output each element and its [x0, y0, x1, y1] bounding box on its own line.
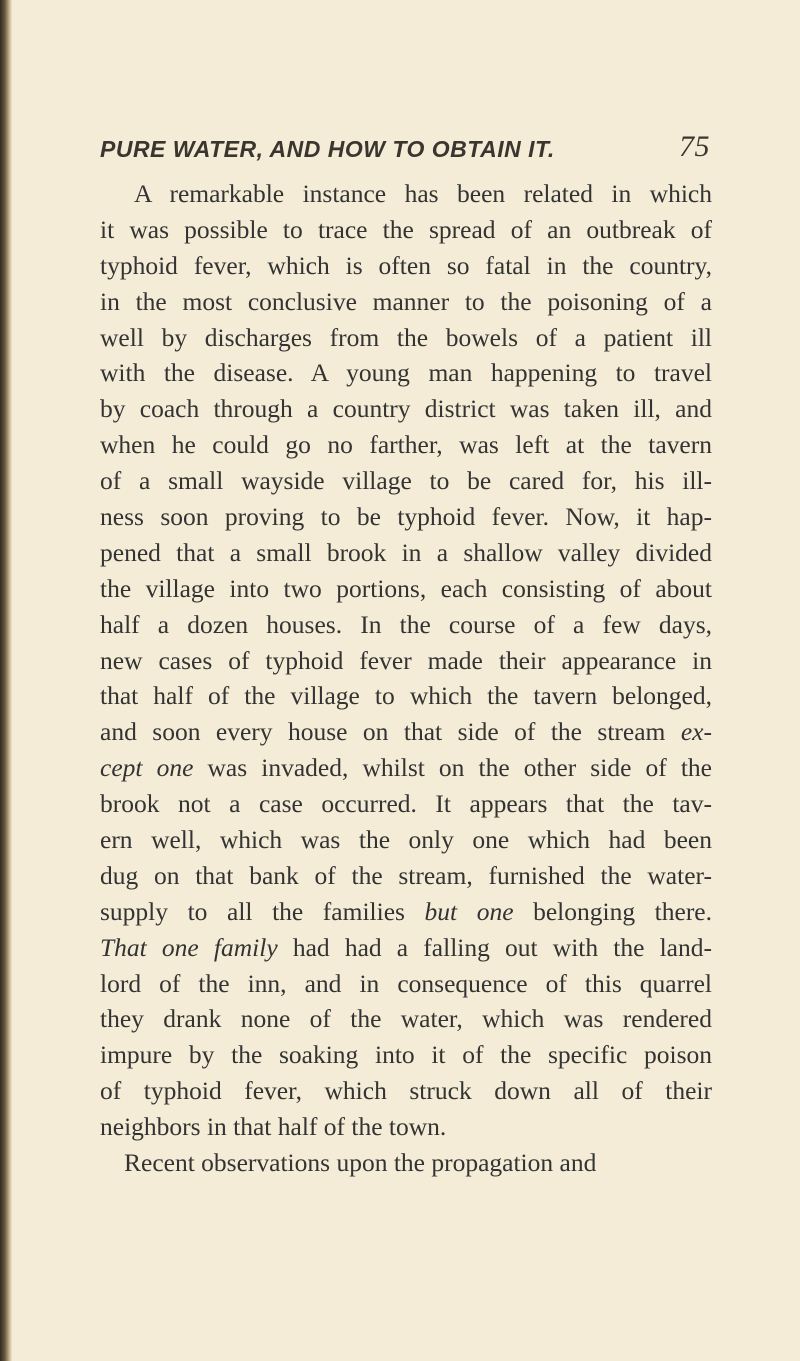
text-segment: half a dozen houses. In the course of a few days,	[100, 609, 712, 639]
text-line	[100, 1001, 712, 1037]
text-line	[100, 822, 712, 858]
running-header	[100, 130, 710, 174]
text-line	[100, 750, 712, 786]
text-segment: the village into two portions, each consisting of about	[100, 573, 712, 603]
text-segment: lord of the inn, and in consequence of this quarrel	[100, 968, 712, 998]
text-line	[100, 678, 712, 714]
text-segment: brook not a case occurred. It appears that the tav-	[100, 789, 712, 819]
text-line	[100, 1145, 712, 1181]
text-line	[100, 643, 712, 679]
text-segment: ern well, which was the only one which had been	[100, 825, 712, 855]
text-segment: typhoid fever, which is often so fatal in the country,	[100, 250, 712, 280]
text-segment: belonging there.	[513, 896, 713, 926]
italic-text: ex-	[680, 717, 712, 747]
italic-text: but one	[424, 896, 514, 926]
page-number: 75	[679, 130, 710, 163]
text-segment: by coach through a country district was taken ill, and	[100, 394, 712, 424]
text-line	[100, 894, 712, 930]
text-line	[100, 499, 712, 535]
text-segment: with the disease. A young man happening to travel	[100, 358, 712, 388]
text-segment: dug on that bank of the stream, furnished the water-	[100, 860, 712, 890]
italic-text: That one family	[100, 932, 278, 962]
text-segment: when he could go no farther, was left at the tavern	[100, 430, 712, 460]
text-line	[100, 355, 712, 391]
text-line	[100, 176, 712, 212]
text-line	[100, 966, 712, 1002]
text-segment: A remarkable instance has been related in which	[134, 179, 712, 208]
italic-text: cept one	[100, 753, 194, 783]
text-line	[100, 535, 712, 571]
text-line	[100, 786, 712, 822]
text-segment: impure by the soaking into it of the specific poison	[100, 1040, 712, 1070]
text-line	[100, 284, 712, 320]
text-segment: new cases of typhoid fever made their appearance in	[100, 645, 712, 675]
body-text	[100, 176, 712, 1181]
text-segment: and soon every house on that side of the stream	[100, 717, 681, 747]
running-head-title: PURE WATER, AND HOW TO OBTAIN IT.	[100, 136, 555, 162]
book-spine-shadow	[0, 0, 12, 1361]
text-line	[100, 714, 712, 750]
text-segment: that half of the village to which the tavern belonged,	[100, 681, 712, 711]
text-line	[100, 858, 712, 894]
text-line	[100, 607, 712, 643]
text-segment: Recent observations upon the propagation and	[124, 1148, 597, 1178]
text-line	[100, 1037, 712, 1073]
text-segment: supply to all the families	[100, 896, 425, 926]
text-line	[100, 463, 712, 499]
text-line	[100, 320, 712, 356]
text-segment: of typhoid fever, which struck down all of their	[100, 1076, 712, 1106]
text-segment: neighbors in that half of the town.	[100, 1112, 447, 1142]
text-segment: it was possible to trace the spread of an outbreak of	[100, 214, 712, 244]
text-line	[100, 571, 712, 607]
text-line	[100, 930, 712, 966]
text-segment: was invaded, whilst on the other side of the	[193, 753, 712, 783]
text-line	[100, 391, 712, 427]
text-segment: ness soon proving to be typhoid fever. Now, it hap-	[100, 502, 712, 532]
text-line	[100, 1073, 712, 1109]
text-segment: of a small wayside village to be cared for, his ill-	[100, 466, 712, 496]
text-segment: in the most conclusive manner to the poisoning of a	[100, 286, 712, 316]
text-segment: pened that a small brook in a shallow valley divided	[100, 537, 712, 567]
text-line	[100, 212, 712, 248]
text-line	[100, 248, 712, 284]
text-line	[100, 1109, 712, 1145]
text-segment: had had a falling out with the land-	[277, 932, 712, 962]
text-line	[100, 427, 712, 463]
text-segment: they drank none of the water, which was rendered	[100, 1004, 712, 1034]
text-segment: well by discharges from the bowels of a patient ill	[100, 322, 712, 352]
